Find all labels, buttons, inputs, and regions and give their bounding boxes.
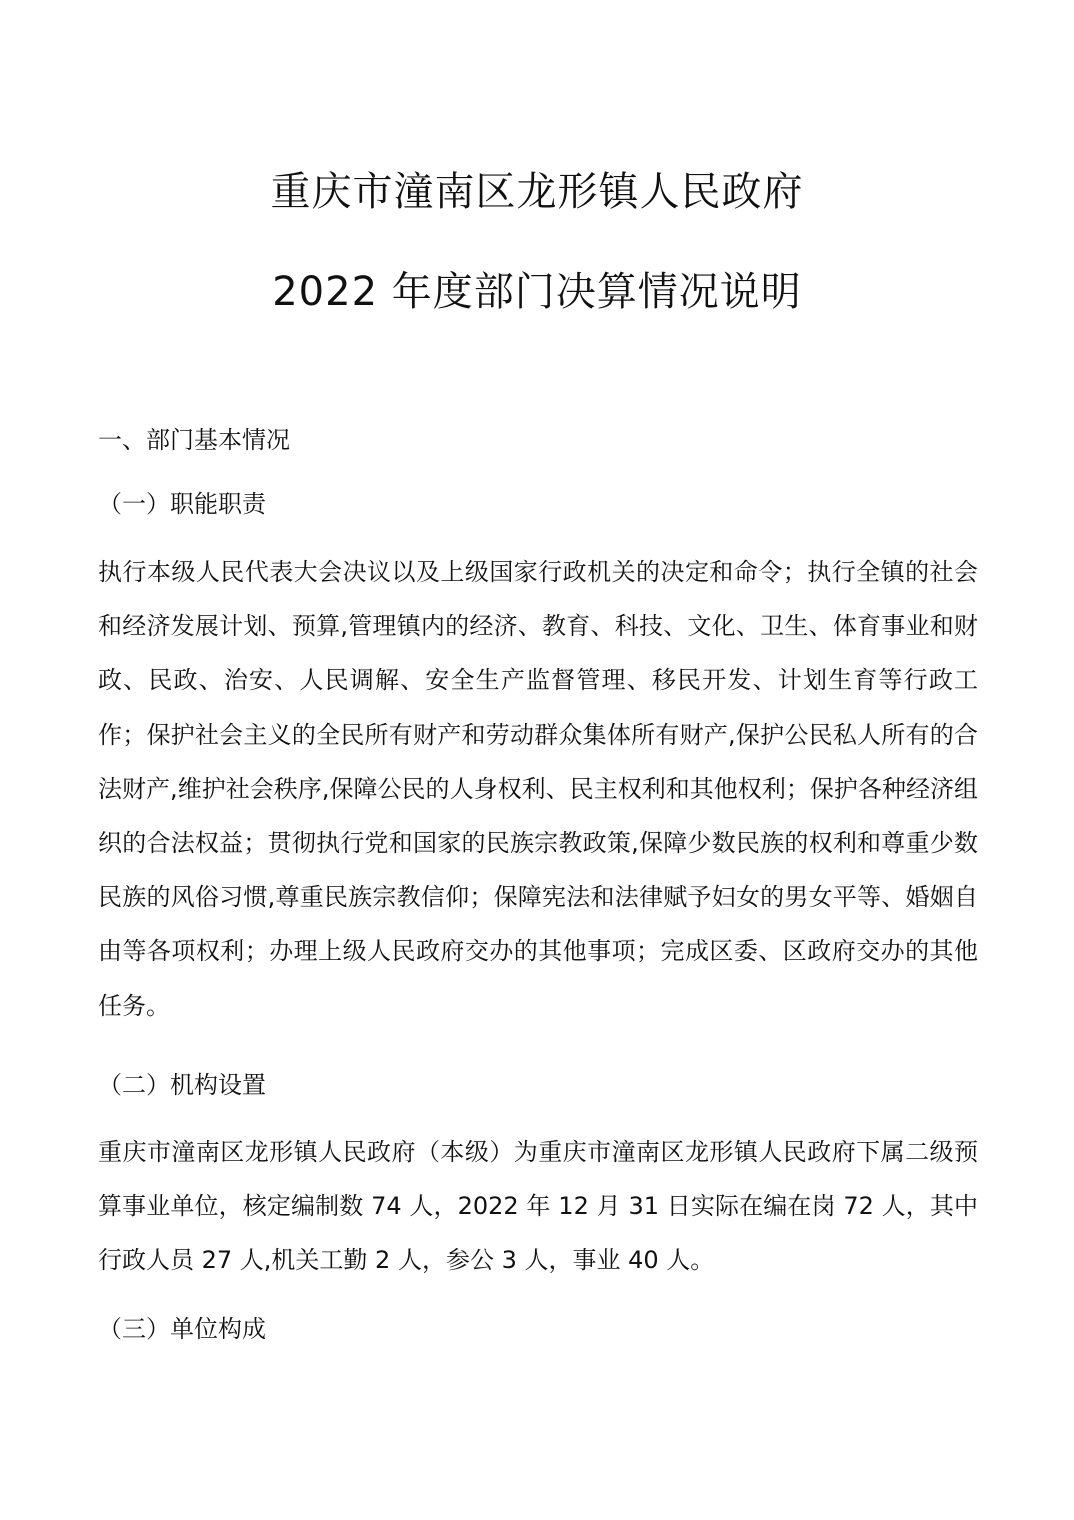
subsection-heading-duties: （一）职能职责 [98,490,266,518]
subsection-heading-organization: （二）机构设置 [98,1071,266,1099]
document-title-line1: 重庆市潼南区龙形镇人民政府 [270,169,804,215]
duties-paragraph: 执行本级人民代表大会决议以及上级国家行政机关的决定和命令；执行全镇的社会和经济发展计划、预算,管理镇内的经济、教育、科技、文化、卫生、体育事业和财政、民政、治安、人民调解、安全生产监督管理、移民开发、计划生育等行政工作；保护社会主义的全民所有财产和劳动群众集体所有财产,保护公民私人所有的合法财产,维护社会秩序,保障公民的人身权利、民主权利和其他权利；保护各种经济组织的合法权益；贯彻执行党和国家的民族宗教政策,保障少数民族的权利和尊重少数民族的风俗习惯,尊重民族宗教信仰；保障宪法和法律赋予妇女的男女平等、婚姻自由等各项权利；办理上级人民政府交办的其他事项；完成区委、区政府交办的其他任务。 [98,558,978,1020]
organization-paragraph: 重庆市潼南区龙形镇人民政府（本级）为重庆市潼南区龙形镇人民政府下属二级预算事业单位，核定编制数 74 人，2022 年 12 月 31 日实际在编在岗 72 人，其中行政人员 27 人,机关工勤 2 人，参公 3 人，事业 40 人。 [98,1138,978,1275]
document-title-line2: 2022 年度部门决算情况说明 [272,269,802,315]
subsection-heading-unit-composition: （三）单位构成 [98,1315,266,1343]
section-heading-basic-info: 一、部门基本情况 [98,426,290,454]
